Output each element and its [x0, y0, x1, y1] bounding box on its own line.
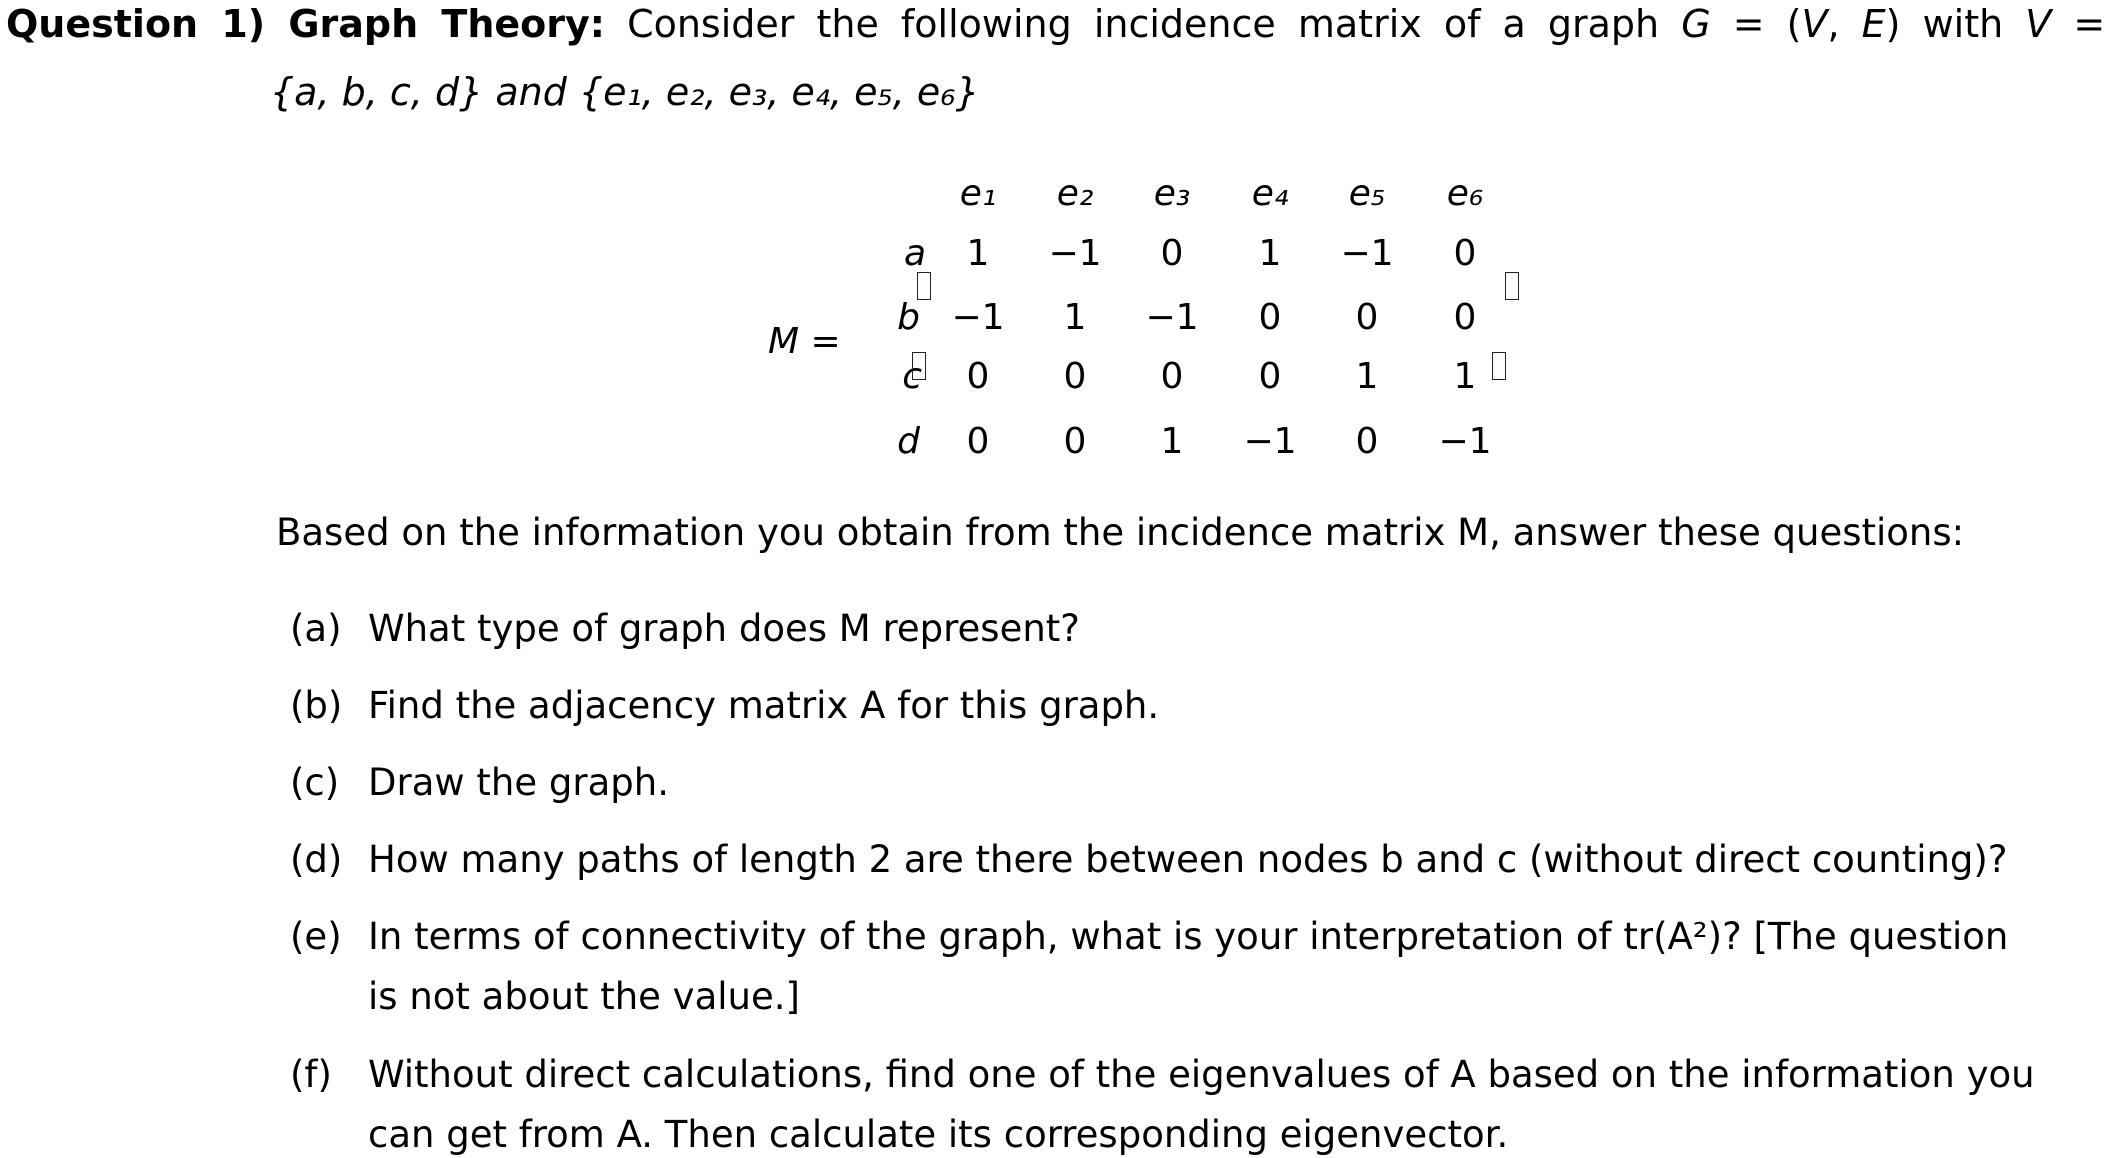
- question-header: [6, 0, 2105, 48]
- matrix-cell: 0: [1258, 356, 1282, 397]
- matrix-cell: 0: [1453, 297, 1477, 338]
- matrix-bracket-glyph: [917, 272, 931, 300]
- question-text: Draw the graph.: [368, 761, 669, 804]
- matrix-column-header: e₄: [1251, 173, 1289, 214]
- matrix-column-header: e₅: [1348, 173, 1386, 214]
- question-label: (b): [290, 684, 343, 727]
- matrix-cell: 0: [1063, 356, 1087, 397]
- matrix-cell: 0: [966, 421, 990, 462]
- matrix-cell: 1: [1453, 356, 1477, 397]
- vertex-edge-sets: {a, b, c, d} and {e₁, e₂, e₃, e₄, e₅, e₆}: [270, 70, 980, 114]
- vertex-symbol: V: [1801, 2, 1828, 46]
- matrix-bracket-glyph: [1492, 352, 1506, 380]
- matrix-column-header: e₆: [1446, 173, 1484, 214]
- instructions-text: Based on the information you obtain from the incidence matrix M, answer these questions:: [276, 511, 1965, 554]
- graph-symbol: G: [1681, 2, 1711, 46]
- matrix-cell: 1: [1160, 421, 1184, 462]
- question-text-continued: is not about the value.]: [368, 975, 800, 1018]
- question-title: Question 1) Graph Theory:: [6, 2, 605, 46]
- question-text: What type of graph does M represent?: [368, 607, 1080, 650]
- matrix-cell: 0: [1160, 233, 1184, 274]
- comma-text: ,: [1827, 2, 1862, 46]
- matrix-cell: 1: [1258, 233, 1282, 274]
- matrix-cell: −1: [1340, 233, 1394, 274]
- matrix-cell: −1: [1048, 233, 1102, 274]
- question-label: (d): [290, 838, 343, 881]
- matrix-cell: −1: [1145, 297, 1199, 338]
- matrix-cell: −1: [951, 297, 1005, 338]
- vertex-symbol-2: V: [2025, 2, 2052, 46]
- question-label: (e): [290, 915, 342, 958]
- question-label: (c): [290, 761, 340, 804]
- question-text: In terms of connectivity of the graph, what is your interpretation of tr(A²)? [The question: [368, 915, 2009, 958]
- matrix-cell: 0: [1355, 421, 1379, 462]
- question-text: Without direct calculations, find one of the eigenvalues of A based on the information you: [368, 1053, 2035, 1096]
- matrix-bracket-glyph: [912, 352, 926, 380]
- matrix-cell: −1: [1438, 421, 1492, 462]
- matrix-column-header: e₃: [1153, 173, 1191, 214]
- matrix-row-label: d: [897, 421, 920, 462]
- eq2-text: =: [2051, 2, 2105, 46]
- matrix-cell: 0: [1258, 297, 1282, 338]
- matrix-cell: 0: [1063, 421, 1087, 462]
- matrix-row-label: c: [902, 356, 922, 397]
- matrix-cell: 1: [1063, 297, 1087, 338]
- matrix-row-label: b: [897, 297, 920, 338]
- matrix-bracket-glyph: [1505, 272, 1519, 300]
- question-label: (f): [290, 1053, 332, 1096]
- matrix-row-label: a: [903, 233, 926, 274]
- with-text: ) with: [1885, 2, 2026, 46]
- matrix-cell: 0: [1355, 297, 1379, 338]
- matrix-column-header: e₂: [1056, 173, 1094, 214]
- matrix-cell: 0: [966, 356, 990, 397]
- question-text-continued: can get from A. Then calculate its corresponding eigenvector.: [368, 1113, 1509, 1156]
- matrix-cell: 1: [1355, 356, 1379, 397]
- eq-text: = (: [1710, 2, 1802, 46]
- matrix-cell: −1: [1243, 421, 1297, 462]
- question-label: (a): [290, 607, 342, 650]
- matrix-cell: 0: [1453, 233, 1477, 274]
- question-text: Find the adjacency matrix A for this graph.: [368, 684, 1160, 727]
- question-text: How many paths of length 2 are there between nodes b and c (without direct counting)?: [368, 838, 2008, 881]
- edge-symbol: E: [1861, 2, 1886, 46]
- matrix-column-header: e₁: [959, 173, 997, 214]
- question-intro-text: Consider the following incidence matrix of a graph: [604, 2, 1682, 46]
- matrix-cell: 1: [966, 233, 990, 274]
- matrix-name: M =: [768, 321, 841, 362]
- matrix-cell: 0: [1160, 356, 1184, 397]
